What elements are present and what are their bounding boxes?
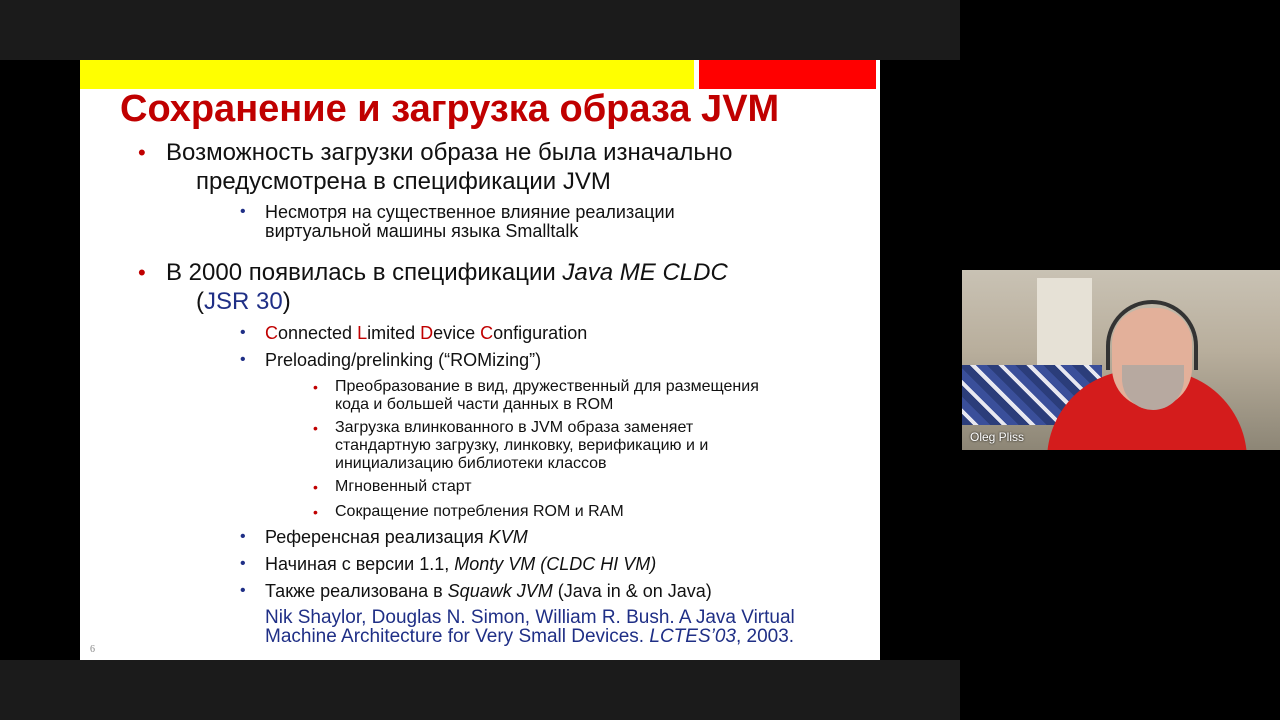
- cldc-letter-c: C: [265, 323, 278, 343]
- bullet-dot-icon: •: [240, 351, 246, 368]
- detail-item-3: [313, 478, 855, 496]
- bullet-dot-icon: •: [240, 555, 246, 572]
- detail-3-line-1: Мгновенный старт: [335, 478, 472, 495]
- slide-header-yellow-stripe: [80, 60, 694, 89]
- detail-item-1: [313, 378, 855, 414]
- detail-1-line-2: кода и большей части данных в ROM: [335, 396, 614, 413]
- bullet-1-line-2: предусмотрена в спецификации JVM: [196, 168, 611, 195]
- bullet-dot-icon: •: [240, 528, 246, 545]
- also-rest: (Java in & on Java): [552, 581, 712, 601]
- bullet-dot-icon: •: [313, 504, 318, 520]
- citation-line-2: Machine Architecture for Very Small Devices.: [265, 626, 650, 647]
- citation-link[interactable]: [265, 608, 865, 646]
- jsr-close: ): [282, 288, 291, 315]
- slide-title: Сохранение и загрузка образа JVM: [120, 88, 780, 130]
- detail-2-line-1: Загрузка влинкованного в JVM образа заменяет: [335, 419, 694, 436]
- citation-venue: LCTES’03: [649, 626, 736, 647]
- presentation-slide: [80, 60, 880, 660]
- detail-2-line-3: инициализацию библиотеки классов: [335, 455, 607, 472]
- jsr-open: (: [196, 288, 204, 315]
- reference-impl-item: [240, 527, 865, 547]
- bullet-dot-icon: •: [240, 582, 246, 599]
- bullet-2-prefix: В 2000 появилась в спецификации: [166, 259, 563, 286]
- cldc-word-device: evice: [433, 323, 481, 343]
- detail-2-line-2: стандартную загрузку, линковку, верификацию и и: [335, 437, 709, 454]
- also-item: [240, 581, 865, 601]
- bullet-1-line-1: Возможность загрузки образа не была изначально: [166, 139, 733, 166]
- cldc-word-limited: imited: [367, 323, 421, 343]
- bullet-dot-icon: •: [138, 260, 146, 285]
- bullet-dot-icon: •: [240, 203, 246, 220]
- slide-number: 6: [90, 644, 95, 655]
- bullet-dot-icon: •: [240, 324, 246, 341]
- headset-icon: [1106, 300, 1198, 370]
- also-text: Также реализована в: [265, 581, 448, 601]
- cldc-letter-c2: C: [480, 323, 494, 343]
- detail-item-4: [313, 503, 855, 521]
- cldc-word-configuration: onfiguration: [493, 323, 588, 343]
- since-text: Начиная с версии 1.1,: [265, 554, 455, 574]
- preloading-item: [240, 350, 865, 370]
- participant-name: Oleg Pliss: [970, 430, 1025, 444]
- jsr-link[interactable]: JSR 30: [204, 288, 283, 315]
- slide-header-red-stripe: [699, 60, 876, 89]
- bottom-letterbox: [0, 660, 960, 720]
- cldc-expansion: [240, 323, 865, 343]
- bullet-dot-icon: •: [313, 479, 318, 495]
- since-item: [240, 554, 865, 574]
- bullet-1-sub-line-2: виртуальной машины языка Smalltalk: [265, 221, 579, 241]
- participant-video-tile[interactable]: [962, 270, 1280, 450]
- bullet-dot-icon: •: [313, 420, 318, 436]
- reference-impl-kvm: KVM: [488, 527, 528, 547]
- detail-1-line-1: Преобразование в вид, дружественный для размещения: [335, 378, 759, 395]
- top-letterbox: [0, 0, 960, 60]
- cldc-letter-l: L: [357, 323, 368, 343]
- preloading-text: Preloading/prelinking (“ROMizing”): [265, 350, 542, 370]
- detail-4-line-1: Сокращение потребления ROM и RAM: [335, 503, 624, 520]
- cldc-letter-d: D: [420, 323, 434, 343]
- bullet-1-sub-line-1: Несмотря на существенное влияние реализации: [265, 202, 675, 222]
- bullet-2-spec: Java ME CLDC: [562, 259, 728, 286]
- bullet-dot-icon: •: [138, 140, 146, 165]
- bullet-dot-icon: •: [313, 379, 318, 395]
- since-monty-vm: Monty VM (CLDC HI VM): [454, 554, 657, 574]
- bullet-1: [138, 138, 846, 196]
- bullet-1-sub: [240, 202, 865, 241]
- reference-impl-text: Референсная реализация: [265, 527, 489, 547]
- cldc-word-connected: onnected: [278, 323, 358, 343]
- citation-line-1: Nik Shaylor, Douglas N. Simon, William R. Bush. A Java Virtual: [265, 607, 795, 628]
- bullet-2: [138, 258, 846, 316]
- citation-year: , 2003.: [735, 626, 795, 647]
- detail-item-2: [313, 419, 855, 473]
- also-squawk: Squawk JVM: [447, 581, 553, 601]
